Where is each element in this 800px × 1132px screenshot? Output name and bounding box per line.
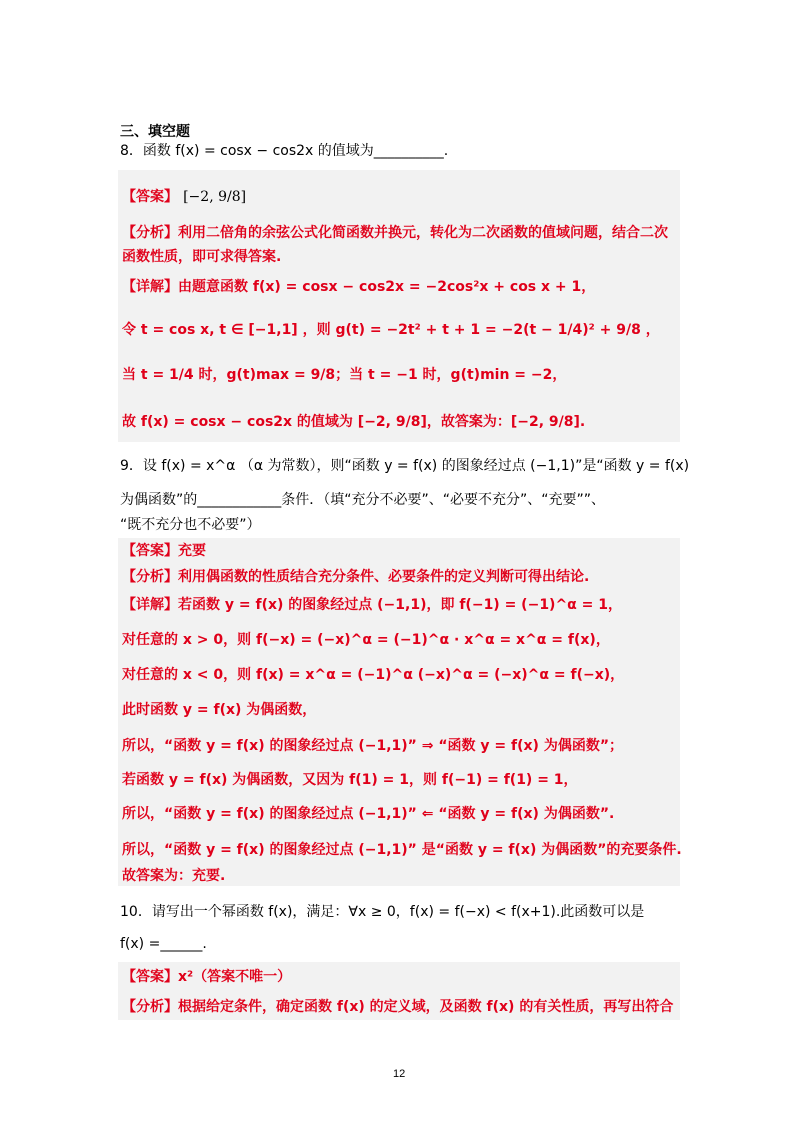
q10-analysis-row bbox=[122, 996, 673, 1017]
page-number: 12 bbox=[393, 1068, 406, 1080]
q8-analysis-text1: 利用二倍角的余弦公式化简函数并换元，转化为二次函数的值域问题，结合二次 bbox=[178, 225, 668, 241]
q9-detail-text9: 故答案为：充要. bbox=[122, 868, 226, 884]
q9-detail-text5: 所以，“函数 y = f(x) 的图象经过点 (−1,1)” ⇒ “函数 y = f(x) 为偶函数”； bbox=[122, 738, 624, 754]
q9-question-line2: 为偶函数”的____________条件．（填“充分不必要”、“必要不充分”、“充要””、 bbox=[120, 492, 606, 508]
q10-answer-label: 【答案】 bbox=[122, 969, 178, 985]
q9-analysis-label: 【分析】 bbox=[122, 569, 178, 585]
q8-analysis-row1 bbox=[122, 222, 668, 243]
q9-detail-label: 【详解】 bbox=[122, 597, 178, 613]
q8-detail-text2: 令 t = cos x, t ∈ [−1,1] ，则 g(t) = −2t² + t + 1 = −2(t − 1/4)² + 9/8 ， bbox=[122, 322, 660, 338]
q9-detail-text2: 对任意的 x > 0，则 f(−x) = (−x)^α = (−1)^α · x^α = x^α = f(x)， bbox=[122, 632, 610, 648]
q8-detail-row1 bbox=[122, 276, 595, 297]
q10-answer: x²（答案不唯一） bbox=[178, 969, 292, 985]
q9-detail-text1: 若函数 y = f(x) 的图象经过点 (−1,1)，即 f(−1) = (−1)^α = 1， bbox=[178, 597, 623, 613]
q8-solution-band bbox=[118, 170, 680, 442]
q8-answer-row bbox=[122, 186, 246, 207]
q8-analysis-label: 【分析】 bbox=[122, 225, 178, 241]
q9-detail-text3: 对任意的 x < 0，则 f(x) = x^α = (−1)^α (−x)^α = (−x)^α = f(−x)， bbox=[122, 667, 625, 683]
q9-answer: 充要 bbox=[178, 543, 206, 559]
q8-answer: [−2, 9/8] bbox=[183, 189, 247, 205]
section-title: 三、填空题 bbox=[120, 124, 190, 140]
q10-question-line2: f(x) =______. bbox=[120, 936, 207, 952]
q10-question-line1: 10．请写出一个幂函数 f(x)，满足：∀x ≥ 0，f(x) = f(−x) < f(x+1).此函数可以是 bbox=[120, 904, 645, 920]
q8-question: 8．函数 f(x) = cosx − cos2x 的值域为__________. bbox=[120, 143, 449, 159]
q8-detail-text1: 由题意函数 f(x) = cosx − cos2x = −2cos²x + cos x + 1， bbox=[178, 279, 596, 295]
q9-detail-row1 bbox=[122, 594, 622, 615]
q9-detail-text7: 所以，“函数 y = f(x) 的图象经过点 (−1,1)” ⇐ “函数 y = f(x) 为偶函数”. bbox=[122, 806, 615, 822]
q9-detail-text6: 若函数 y = f(x) 为偶函数，又因为 f(1) = 1，则 f(−1) = f(1) = 1， bbox=[122, 772, 578, 788]
q10-analysis-label: 【分析】 bbox=[122, 999, 178, 1015]
q9-detail-text4: 此时函数 y = f(x) 为偶函数， bbox=[122, 702, 317, 718]
q9-analysis-row bbox=[122, 566, 589, 587]
q9-answer-row bbox=[122, 540, 206, 561]
q8-analysis-text2: 函数性质，即可求得答案. bbox=[122, 249, 282, 265]
q9-question-line1: 9．设 f(x) = x^α （α 为常数），则“函数 y = f(x) 的图象经过点 (−1,1)”是“函数 y = f(x) bbox=[120, 458, 690, 474]
q10-answer-row bbox=[122, 966, 291, 987]
q9-detail-text8: 所以，“函数 y = f(x) 的图象经过点 (−1,1)” 是“函数 y = f(x) 为偶函数”的充要条件. bbox=[122, 842, 682, 858]
q10-analysis-text: 根据给定条件，确定函数 f(x) 的定义域，及函数 f(x) 的有关性质，再写出符合 bbox=[178, 999, 674, 1015]
q8-detail-text4: 故 f(x) = cosx − cos2x 的值域为 [−2, 9/8]，故答案为：[−2, 9/8]. bbox=[122, 414, 586, 430]
q8-answer-label: 【答案】 bbox=[122, 189, 178, 205]
q8-detail-label: 【详解】 bbox=[122, 279, 178, 295]
q9-answer-label: 【答案】 bbox=[122, 543, 178, 559]
q9-question-line3: “既不充分也不必要”） bbox=[120, 517, 261, 533]
q8-detail-text3: 当 t = 1/4 时，g(t)max = 9/8；当 t = −1 时，g(t)min = −2， bbox=[122, 367, 567, 383]
q9-analysis-text: 利用偶函数的性质结合充分条件、必要条件的定义判断可得出结论. bbox=[178, 569, 590, 585]
